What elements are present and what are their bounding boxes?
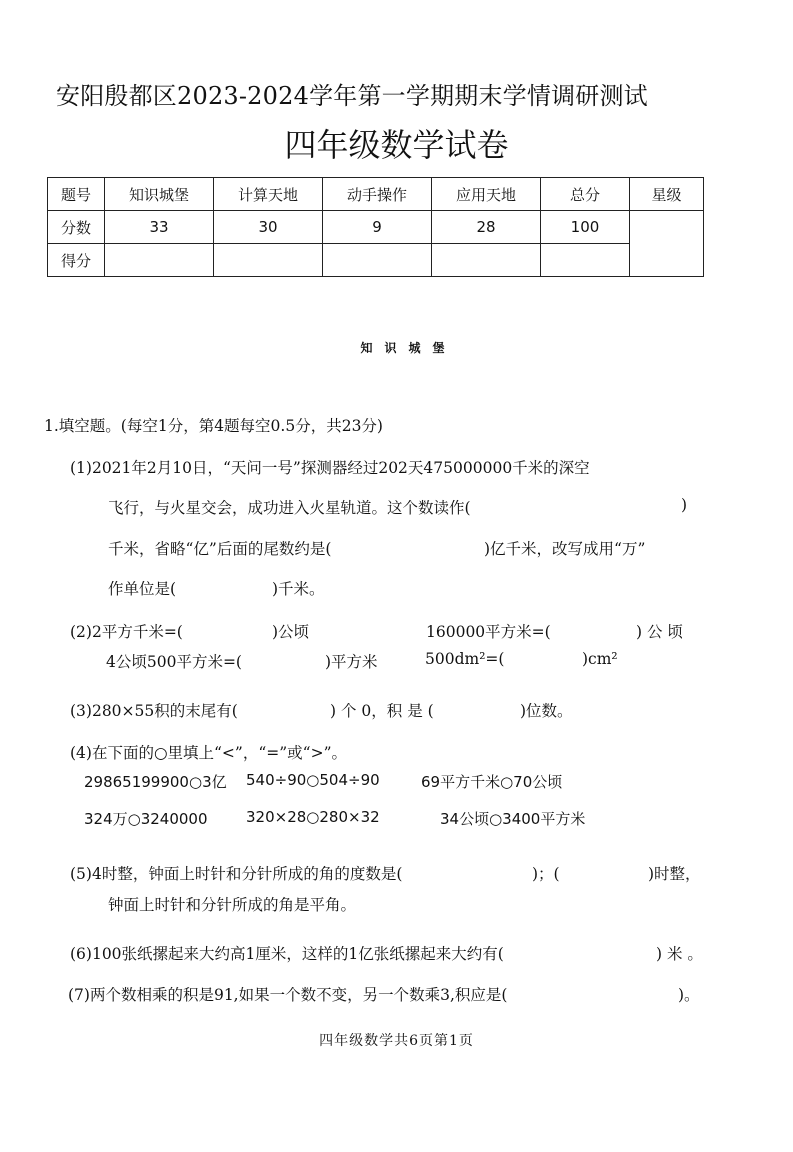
score-cell: 28 xyxy=(432,211,541,244)
header-cell: 动手操作 xyxy=(323,178,432,211)
got-cell[interactable] xyxy=(432,244,541,277)
q2-part: )cm² xyxy=(582,650,618,668)
q5-part: )；( xyxy=(532,865,560,883)
q3-part: )位数。 xyxy=(520,702,573,720)
got-row xyxy=(48,244,704,277)
header-cell: 计算天地 xyxy=(214,178,323,211)
q3-part: ) 个 0，积 是 ( xyxy=(330,702,434,720)
exam-title: 安阳殷都区2023-2024学年第一学期期末学情调研测试 xyxy=(56,82,648,110)
q7-part: (7)两个数相乘的积是91,如果一个数不变，另一个数乘3,积应是( xyxy=(68,986,508,1004)
score-row xyxy=(48,211,704,244)
q1-line: 作单位是( xyxy=(108,580,177,598)
q2-part: 500dm²=( xyxy=(425,650,505,668)
compare-item: 324万○3240000 xyxy=(84,810,208,828)
q3-part: (3)280×55积的末尾有( xyxy=(70,702,238,720)
q1-line: )千米。 xyxy=(272,580,325,598)
section-title: 知识城堡 xyxy=(360,341,457,355)
header-cell: 知识城堡 xyxy=(105,178,214,211)
row-label: 得分 xyxy=(48,244,105,277)
score-cell: 9 xyxy=(323,211,432,244)
score-table-header-row xyxy=(48,178,704,211)
q6-part: (6)100张纸摞起来大约高1厘米，这样的1亿张纸摞起来大约有( xyxy=(70,945,504,963)
compare-item: 69平方千米○70公顷 xyxy=(421,773,563,791)
bracket-close: ) xyxy=(681,496,688,514)
q5-part: (5)4时整，钟面上时针和分针所成的角的度数是( xyxy=(70,865,403,883)
q1-line: )亿千米，改写成用“万” xyxy=(484,540,646,558)
question-title: 1.填空题。(每空1分，第4题每空0.5分，共23分) xyxy=(44,417,383,435)
got-cell[interactable] xyxy=(541,244,630,277)
got-cell[interactable] xyxy=(323,244,432,277)
q1-line: (1)2021年2月10日，“天问一号”探测器经过202天475000000千米的深空 xyxy=(70,459,590,477)
q2-part: (2)2平方千米=( xyxy=(70,623,183,641)
q5-part: 钟面上时针和分针所成的角是平角。 xyxy=(108,896,357,914)
q1-line: 飞行，与火星交会，成功进入火星轨道。这个数读作( xyxy=(108,499,471,517)
q2-part: ) 公 顷 xyxy=(636,623,683,641)
score-cell: 30 xyxy=(214,211,323,244)
score-cell: 100 xyxy=(541,211,630,244)
score-cell: 33 xyxy=(105,211,214,244)
q6-part: ) 米 。 xyxy=(656,945,703,963)
star-level-cell[interactable] xyxy=(630,211,704,277)
q4-title: (4)在下面的○里填上“<”，“=”或“>”。 xyxy=(70,744,347,762)
header-cell: 星级 xyxy=(630,178,704,211)
q1-line: 千米，省略“亿”后面的尾数约是( xyxy=(108,540,332,558)
score-table xyxy=(47,177,704,277)
q2-part: 160000平方米=( xyxy=(426,623,551,641)
compare-item: 320×28○280×32 xyxy=(246,808,380,826)
exam-subtitle: 四年级数学试卷 xyxy=(284,126,509,164)
q5-part: )时整， xyxy=(648,865,701,883)
header-cell: 题号 xyxy=(48,178,105,211)
q2-part: 4公顷500平方米=( xyxy=(106,653,242,671)
q2-part: )平方米 xyxy=(325,653,378,671)
q7-part: )。 xyxy=(678,986,700,1004)
row-label: 分数 xyxy=(48,211,105,244)
header-cell: 应用天地 xyxy=(432,178,541,211)
compare-item: 540÷90○504÷90 xyxy=(246,771,380,789)
compare-item: 34公顷○3400平方米 xyxy=(440,810,586,828)
got-cell[interactable] xyxy=(105,244,214,277)
page-footer: 四年级数学共6页第1页 xyxy=(319,1033,474,1049)
compare-item: 29865199900○3亿 xyxy=(84,773,227,791)
q2-part: )公顷 xyxy=(272,623,310,641)
got-cell[interactable] xyxy=(214,244,323,277)
header-cell: 总分 xyxy=(541,178,630,211)
